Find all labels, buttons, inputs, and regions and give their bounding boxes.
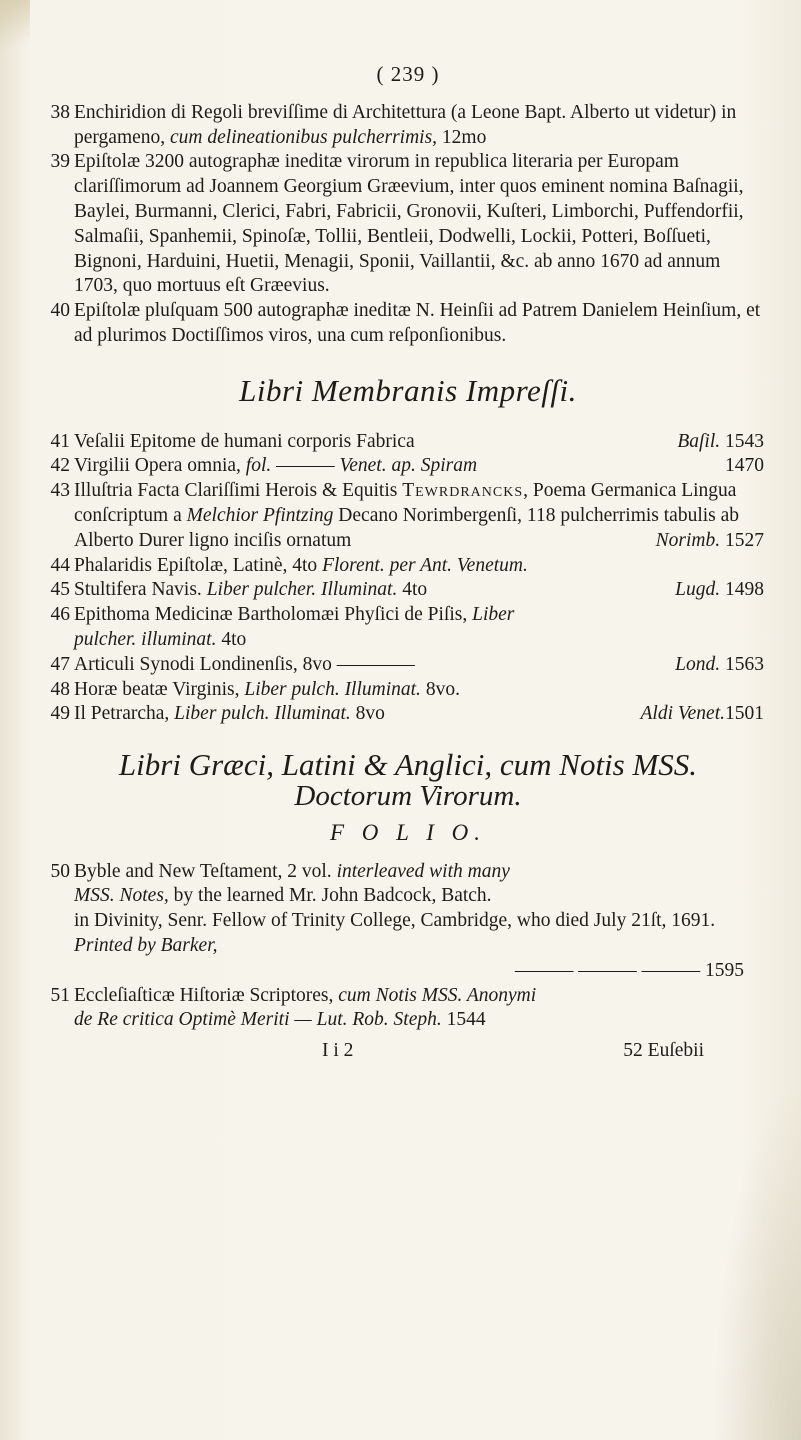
catalog-entry-43 [52,479,764,553]
page-footer [52,1033,764,1064]
entry-italic: Venet. ap. Spiram [339,455,478,477]
section-heading-folio: F O L I O. [329,819,487,845]
entry-text: Il Petrarcha, [74,703,170,725]
catchword: 52 Euſebii [623,1040,704,1062]
entry-smallcaps: Tewrdrancks [402,480,524,502]
entry-year: 1543 [725,430,764,452]
entry-dash: ———— [336,653,415,675]
page-corner-stain [0,0,30,55]
entry-italic: Aldi Venet. [640,703,725,725]
entry-text: Illuſtria Facta Clariſſimi Herois & Equitis [74,480,398,502]
entry-text: Eccleſiaſticæ Hiſtoriæ Scriptores, [74,984,334,1006]
catalog-entry-44 [52,554,764,579]
entry-italic: interleaved with many [336,860,510,882]
page-number: ( 239 ) [376,62,440,86]
catalog-entry-39 [52,150,764,299]
entry-text: Alberto Durer ligno inciſis ornatum [74,529,352,551]
entry-text: Byble and New Teſtament, 2 vol. [74,860,332,882]
entry-italic: Liber pulcher. Illuminat. [206,579,398,601]
entry-number: 42 [50,455,70,477]
entry-text: Articuli Synodi Londinenſis, 8vo [74,653,332,675]
entry-year: 1470 [725,455,764,477]
entry-text: 8vo [355,703,385,725]
entry-text: Stultifera Navis. [74,579,202,601]
entry-text: Epithoma Medicinæ Bartholomæi Phyſici de Piſis, [74,604,468,626]
entry-italic: Lugd. [675,579,721,601]
section-heading-libri-membranis: Libri Membranis Impreſſi. [239,372,577,408]
entry-number: 50 [50,860,70,882]
entry-text: , Poema Germanica Lingua conſcriptum a [74,480,737,526]
entry-text: Decano Norimbergenſi, 118 pulcherrimis tabulis ab [338,504,740,526]
entry-text: 4to [221,628,247,650]
entry-year: 1501 [725,703,764,725]
catalog-entry-47 [52,653,764,678]
entry-number: 49 [50,703,70,725]
entry-year: 1563 [725,653,764,675]
entry-year: 1527 [725,529,764,551]
entry-italic: fol. [245,455,272,477]
entry-number: 51 [50,984,70,1006]
catalog-entry-50 [52,860,764,984]
page-edge-shadow [711,1080,801,1440]
catalog-entry-38 [52,101,764,151]
entry-italic: Lond. [675,653,721,675]
entry-number: 40 [50,300,70,322]
entry-italic: cum delineationibus pulcherrimis, [170,126,438,148]
entry-number: 43 [50,480,70,502]
entry-number: 41 [50,430,70,452]
entry-italic: Liber pulch. Illuminat. [244,678,421,700]
entry-number: 38 [50,101,70,123]
entry-number: 45 [50,579,70,601]
section-heading-doctorum: Doctorum Virorum. [294,779,522,812]
entry-year: 1595 [705,959,744,981]
entry-italic: MSS. Notes, [74,885,169,907]
entry-number: 39 [50,151,70,173]
catalog-entry-41 [52,430,764,455]
catalog-entry-45 [52,578,764,603]
catalog-entry-49 [52,702,764,727]
entry-italic: cum Notis MSS. Anonymi [338,984,537,1006]
entry-text: Epiſtolæ pluſquam 500 autographæ ineditæ N. Heinſii ad Patrem Danielem Heinſium, et ad plurimos Doctiſſimos viros, una cum reſponſionibus. [74,300,761,346]
entry-number: 48 [50,678,70,700]
entry-italic: Melchior Pfintzing [186,504,334,526]
entry-text: in Divinity, Senr. Fellow of Trinity College, Cambridge, who died July 21ſt, 1691. [74,910,716,932]
entry-text: Phalaridis Epiſtolæ, Latinè, 4to [74,554,318,576]
catalog-entry-48 [52,678,764,703]
entry-number: 44 [50,554,70,576]
entry-italic: Florent. per Ant. Venetum. [322,554,528,576]
catalog-entry-51 [52,984,764,1034]
entry-text: 8vo. [425,678,460,700]
catalog-entry-42 [52,454,764,479]
catalog-entry-40 [52,299,764,349]
entry-year: 1544 [446,1009,486,1031]
entry-text: Veſalii Epitome de humani corporis Fabrica [74,430,415,452]
entry-italic: Liber pulch. Illuminat. [174,703,351,725]
entry-italic: Printed by Barker, [74,934,218,956]
entry-year: 1498 [725,579,764,601]
entry-dash: ——— ——— ——— [514,959,701,981]
entry-number: 46 [50,604,70,626]
entry-text: 4to [402,579,428,601]
entry-number: 47 [50,653,70,675]
entry-italic: Liber [472,604,515,626]
page-text [52,62,764,1064]
entry-italic: Norimb. [655,529,721,551]
entry-italic: pulcher. illuminat. [74,628,217,650]
entry-text: Enchiridion di Regoli breviſſime di Architettura (a Leone Bapt. Alberto ut videtur) in pergameno, [74,101,737,148]
signature-mark: I i 2 [322,1040,354,1062]
entry-text: Epiſtolæ 3200 autographæ ineditæ virorum in republica literaria per Europam clariſſimorum ad Joannem Georgium Græevium, inter quos eminent nomina Baſnagii, Baylei, Burmanni, Clerici, Fabri, Fabricii, Gronovii, Kuſteri, Limborchi, Puffendorfii, Salmaſii, Spanhemii, Spinoſæ, Tollii, Bentleii, Dodwelli, Lockii, Potteri, Boſſueti, Bignoni, Harduini, Huetii, Menagii, Sponii, Vaillantii, &c. ab anno 1670 ad annum 1703, quo mortuus eſt Græevius. [74,151,744,297]
section-heading-libri-graeci: Libri Græci, Latini & Anglici, cum Notis MSS. [118,747,698,783]
entry-dash: ——— [276,455,335,477]
entry-text: by the learned Mr. John Badcock, Batch. [173,885,492,907]
catalog-entry-46 [52,603,764,653]
entry-text: 12mo [441,126,487,148]
entry-text: Virgilii Opera omnia, [74,455,241,477]
entry-italic: Baſil. [677,430,721,452]
entry-text: Horæ beatæ Virginis, [74,678,240,700]
entry-italic: de Re critica Optimè Meriti — Lut. Rob. Steph. [74,1009,442,1031]
